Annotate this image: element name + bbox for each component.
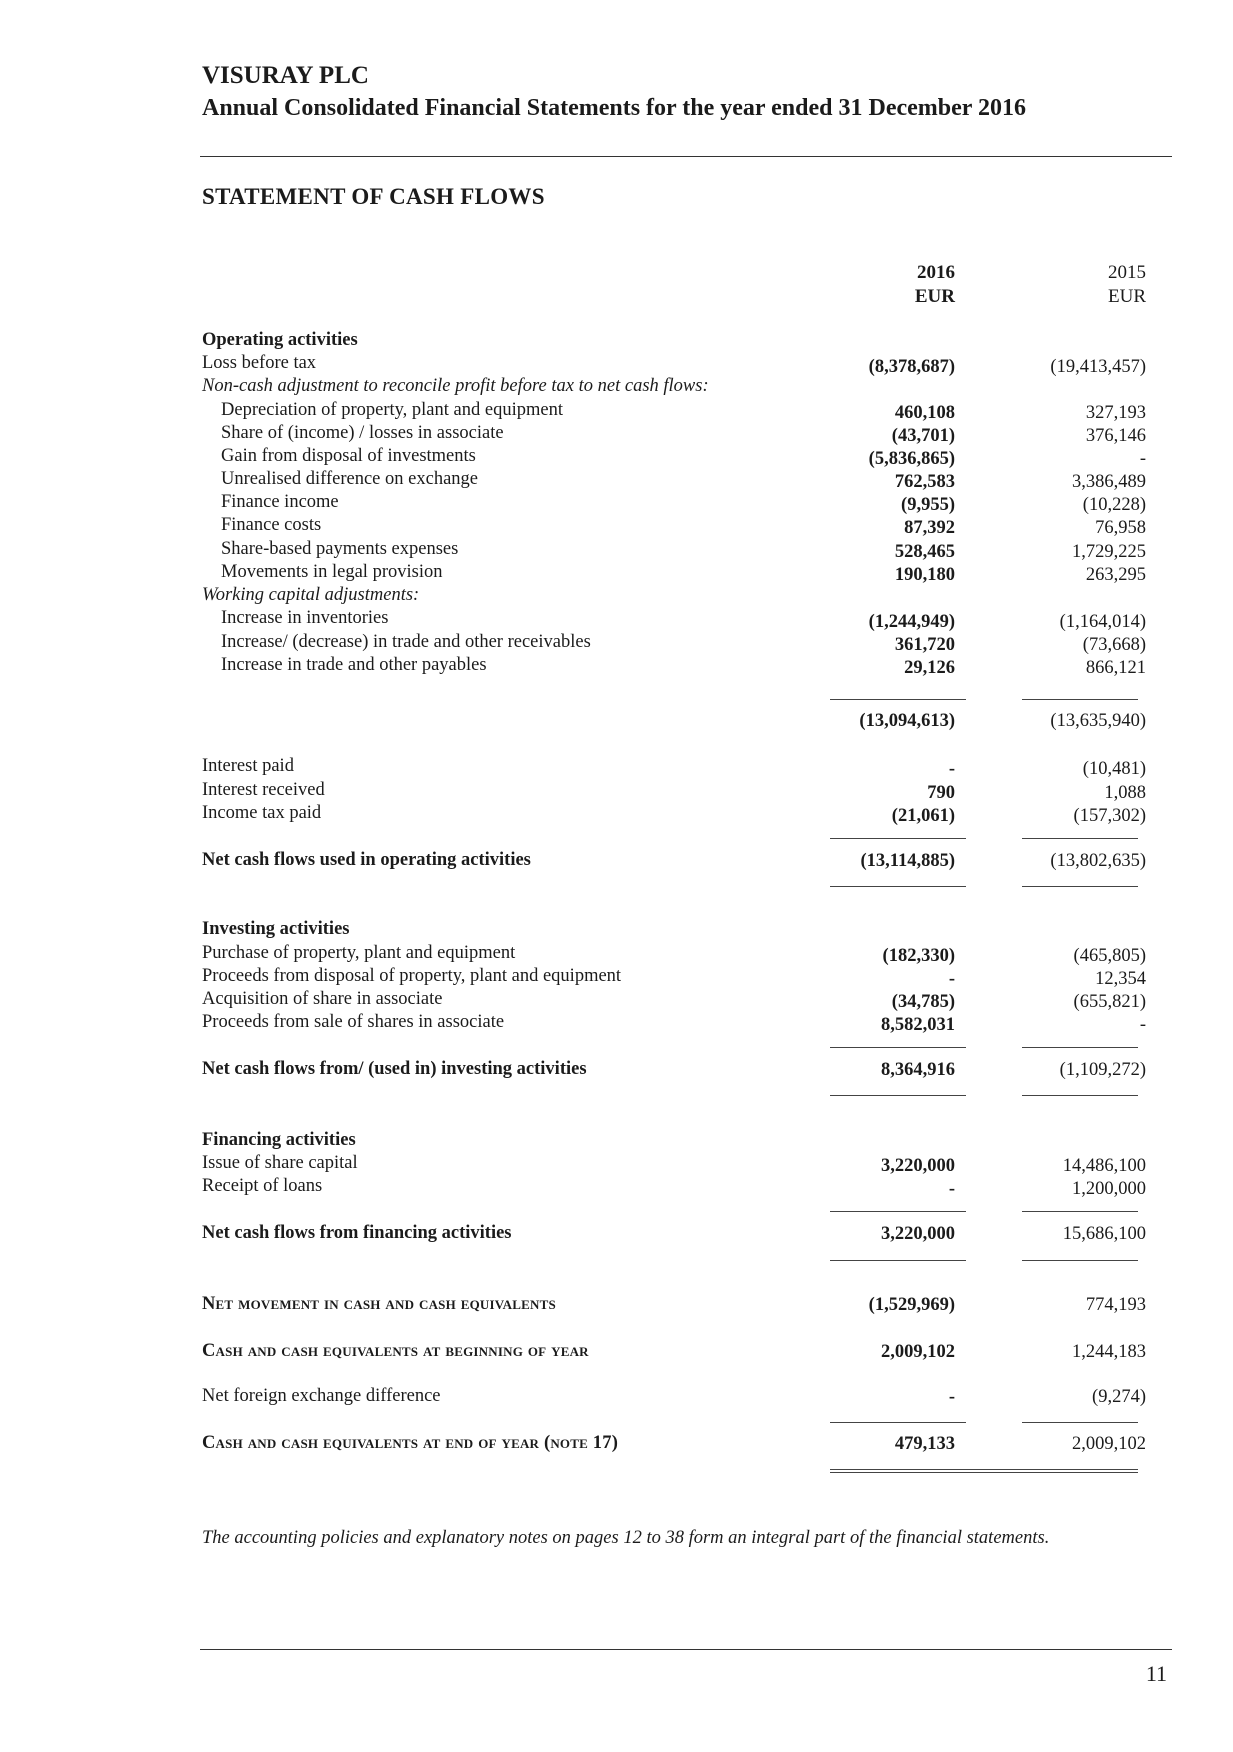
row-label: Acquisition of share in associate (202, 989, 443, 1009)
value-2015: 14,486,100 (1062, 1156, 1146, 1176)
value-2015: 774,193 (1085, 1295, 1146, 1315)
row-label: Net foreign exchange difference (202, 1386, 441, 1406)
value-2015: (157,302) (1073, 806, 1146, 826)
value-2016: (13,094,613) (859, 711, 955, 731)
value-2015: (10,228) (1082, 495, 1146, 515)
subtotal-row (202, 710, 1233, 733)
investing-underline-2015 (1022, 1095, 1138, 1096)
footnote: The accounting policies and explanatory notes on pages 12 to 38 form an integral part of the financial statements. (202, 1528, 1050, 1548)
noncash-heading-row (202, 375, 1233, 398)
value-2016: (21,061) (891, 806, 955, 826)
value-2015: 866,121 (1085, 658, 1146, 678)
table-row (202, 538, 1233, 561)
value-2015: (1,164,014) (1059, 612, 1146, 632)
value-2015: 263,295 (1085, 565, 1146, 585)
statement-title: STATEMENT OF CASH FLOWS (202, 184, 545, 209)
row-label: Cash and cash equivalents at end of year (note 17) (202, 1433, 619, 1453)
value-2016: (1,529,969) (868, 1295, 955, 1315)
table-row (202, 561, 1233, 584)
value-2015: (19,413,457) (1050, 357, 1146, 377)
table-row (202, 965, 1233, 988)
table-row (202, 399, 1233, 422)
operating-rule-2016 (830, 838, 966, 839)
value-2015: (13,802,635) (1050, 851, 1146, 871)
working-capital-heading-row (202, 584, 1233, 607)
table-row (202, 352, 1233, 375)
value-2015: 1,729,225 (1072, 542, 1146, 562)
row-label: Gain from disposal of investments (221, 446, 476, 466)
row-label: Increase in inventories (221, 608, 389, 628)
row-label: Unrealised difference on exchange (221, 469, 478, 489)
page-number: 11 (1145, 1661, 1167, 1686)
cash-end-rule-2015 (1022, 1422, 1138, 1423)
value-2016: (182,330) (882, 946, 955, 966)
value-2016: - (948, 969, 955, 989)
cash-end-row (202, 1432, 1233, 1455)
value-2016: 29,126 (904, 658, 955, 678)
footer-rule (200, 1649, 1172, 1650)
row-label: Share-based payments expenses (221, 539, 459, 559)
col-2015-year: 2015 (1108, 262, 1146, 283)
table-row (202, 514, 1233, 537)
table-row (202, 654, 1233, 677)
cash-end-double-underline (830, 1469, 1138, 1473)
value-2015: (9,274) (1092, 1387, 1146, 1407)
value-2016: (5,836,865) (868, 449, 955, 469)
net-operating-row (202, 849, 1233, 872)
value-2016: (1,244,949) (868, 612, 955, 632)
subtotal-rule-2016 (830, 699, 966, 700)
net-financing-row (202, 1222, 1233, 1245)
row-label: Increase in trade and other payables (221, 655, 487, 675)
value-2016: (34,785) (891, 992, 955, 1012)
subtotal-rule-2015 (1022, 699, 1138, 700)
value-2016: 190,180 (894, 565, 955, 585)
table-row (202, 607, 1233, 630)
cash-beginning-row (202, 1340, 1233, 1363)
table-row (202, 445, 1233, 468)
operating-underline-2016 (830, 886, 966, 887)
working-capital-heading: Working capital adjustments: (202, 585, 420, 605)
value-2015: 12,354 (1095, 969, 1146, 989)
net-investing-row (202, 1058, 1233, 1081)
investing-heading-row (202, 918, 1233, 941)
value-2015: (10,481) (1082, 759, 1146, 779)
row-label: Increase/ (decrease) in trade and other receivables (221, 632, 591, 652)
company-name: VISURAY PLC (202, 62, 369, 89)
row-label: Finance costs (221, 515, 322, 535)
table-row (202, 631, 1233, 654)
value-2015: 3,386,489 (1072, 472, 1146, 492)
table-row (202, 422, 1233, 445)
table-row (202, 755, 1233, 778)
row-label: Proceeds from disposal of property, plant and equipment (202, 966, 622, 986)
noncash-heading: Non-cash adjustment to reconcile profit before tax to net cash flows: (202, 376, 709, 396)
financing-underline-2016 (830, 1260, 966, 1261)
value-2015: (13,635,940) (1050, 711, 1146, 731)
operating-heading: Operating activities (202, 330, 358, 350)
value-2015: - (1139, 449, 1146, 469)
value-2016: - (948, 1179, 955, 1199)
value-2015: 76,958 (1095, 518, 1146, 538)
investing-rule-2015 (1022, 1047, 1138, 1048)
net-movement-row (202, 1293, 1233, 1316)
header-rule (200, 156, 1172, 157)
row-label: Interest received (202, 780, 325, 800)
value-2016: 2,009,102 (881, 1342, 955, 1362)
value-2016: (8,378,687) (868, 357, 955, 377)
value-2015: 1,244,183 (1072, 1342, 1146, 1362)
table-row (202, 942, 1233, 965)
table-row (202, 988, 1233, 1011)
value-2015: 376,146 (1085, 426, 1146, 446)
value-2015: 15,686,100 (1062, 1224, 1146, 1244)
value-2016: (43,701) (891, 426, 955, 446)
operating-rule-2015 (1022, 838, 1138, 839)
value-2015: (1,109,272) (1059, 1060, 1146, 1080)
investing-heading: Investing activities (202, 919, 350, 939)
value-2016: 87,392 (904, 518, 955, 538)
value-2016: - (948, 1387, 955, 1407)
value-2016: 8,364,916 (881, 1060, 955, 1080)
value-2015: 1,088 (1104, 783, 1146, 803)
col-2016-currency: EUR (914, 286, 955, 307)
table-row (202, 468, 1233, 491)
row-label: Movements in legal provision (221, 562, 443, 582)
value-2015: (465,805) (1073, 946, 1146, 966)
value-2015: 327,193 (1085, 403, 1146, 423)
row-label: Interest paid (202, 756, 294, 776)
value-2016: 460,108 (894, 403, 955, 423)
investing-underline-2016 (830, 1095, 966, 1096)
row-label: Purchase of property, plant and equipment (202, 943, 516, 963)
row-label: Net movement in cash and cash equivalents (202, 1294, 556, 1314)
table-row (202, 1152, 1233, 1175)
value-2015: (73,668) (1082, 635, 1146, 655)
financing-underline-2015 (1022, 1260, 1138, 1261)
row-label: Receipt of loans (202, 1176, 323, 1196)
table-row (202, 802, 1233, 825)
value-2015: (655,821) (1073, 992, 1146, 1012)
col-2016-year: 2016 (917, 262, 955, 283)
row-label: Net cash flows from financing activities (202, 1223, 512, 1243)
table-row (202, 1011, 1233, 1034)
financing-rule-2016 (830, 1211, 966, 1212)
financing-heading: Financing activities (202, 1130, 356, 1150)
operating-heading-row (202, 329, 1233, 352)
value-2016: 762,583 (894, 472, 955, 492)
row-label: Proceeds from sale of shares in associate (202, 1012, 505, 1032)
value-2016: 361,720 (894, 635, 955, 655)
cash-end-rule-2016 (830, 1422, 966, 1423)
value-2015: 2,009,102 (1072, 1434, 1146, 1454)
value-2016: 528,465 (894, 542, 955, 562)
table-row (202, 1175, 1233, 1198)
col-2015-currency: EUR (1108, 286, 1146, 307)
value-2016: - (948, 759, 955, 779)
operating-underline-2015 (1022, 886, 1138, 887)
row-label: Cash and cash equivalents at beginning of year (202, 1341, 589, 1361)
value-2016: 3,220,000 (881, 1224, 955, 1244)
row-label: Depreciation of property, plant and equipment (221, 400, 563, 420)
row-label: Income tax paid (202, 803, 322, 823)
value-2016: (9,955) (901, 495, 955, 515)
value-2016: 8,582,031 (881, 1015, 955, 1035)
row-label: Net cash flows used in operating activities (202, 850, 531, 870)
row-label: Finance income (221, 492, 339, 512)
value-2016: 3,220,000 (881, 1156, 955, 1176)
value-2016: (13,114,885) (860, 851, 955, 871)
value-2016: 790 (927, 783, 955, 803)
value-2016: 479,133 (894, 1434, 955, 1454)
document-subtitle: Annual Consolidated Financial Statements for the year ended 31 December 2016 (202, 95, 1026, 121)
financing-rule-2015 (1022, 1211, 1138, 1212)
table-row (202, 491, 1233, 514)
value-2015: 1,200,000 (1072, 1179, 1146, 1199)
row-label: Share of (income) / losses in associate (221, 423, 504, 443)
fx-difference-row (202, 1385, 1233, 1408)
financing-heading-row (202, 1129, 1233, 1152)
value-2015: - (1139, 1015, 1146, 1035)
investing-rule-2016 (830, 1047, 966, 1048)
table-row (202, 779, 1233, 802)
row-label: Loss before tax (202, 353, 317, 373)
row-label: Issue of share capital (202, 1153, 358, 1173)
row-label: Net cash flows from/ (used in) investing activities (202, 1059, 587, 1079)
